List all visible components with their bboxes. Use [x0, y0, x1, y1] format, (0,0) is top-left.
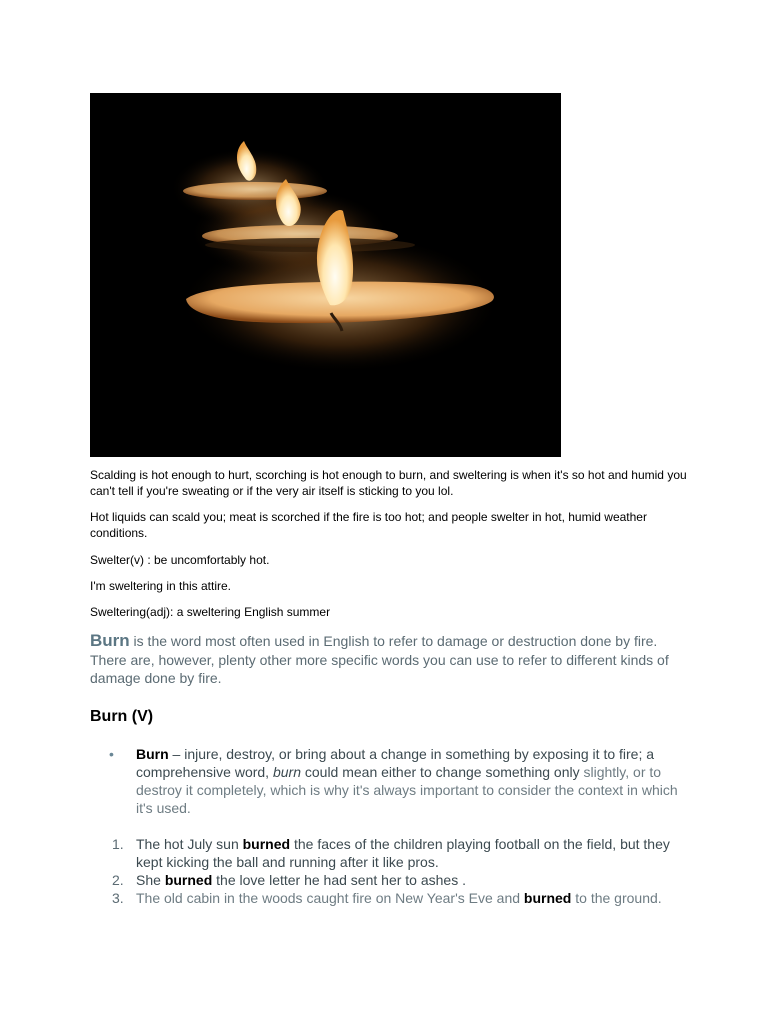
sweltering-adj-definition: Sweltering(adj): a sweltering English summer [90, 605, 331, 619]
scald-scorch-swelter-paragraph: Scalding is hot enough to hurt, scorching is hot enough to burn, and sweltering is when it's so hot and humid you can't tell if you're sweating or if the very air itself is sticking to you lol. [90, 468, 687, 498]
example-before: The hot July sun [136, 836, 243, 852]
bullet-part-3: slightly, or to destroy it completely, which is why it's always important to consider the context in which it's used. [136, 764, 678, 816]
swelter-verb-definition: Swelter(v) : be uncomfortably hot. [90, 553, 270, 567]
bullet-term: Burn [136, 746, 169, 762]
list-item [112, 835, 682, 871]
bullet-definition [109, 745, 682, 817]
example-after: the love letter he had sent her to ashes . [212, 872, 466, 888]
swelter-example: I'm sweltering in this attire. [90, 579, 232, 593]
example-bold: burned [164, 872, 213, 888]
example-before: She [136, 872, 165, 888]
bullet-text [112, 745, 682, 817]
list-item [112, 871, 682, 889]
burn-intro-paragraph [90, 632, 690, 688]
bullet-part-2: could mean either to change something only [300, 764, 584, 780]
burn-intro-text: is the word most often used in English to refer to damage or destruction done by fire. There are, however, plenty other more specific words you can use to refer to different kinds of damage done by fire. [90, 633, 669, 686]
example-after: the faces of the children playing football on the field, but they kept kicking the ball and running after it like pros. [136, 836, 670, 870]
list-item [112, 889, 682, 907]
section-heading: Burn (V) [90, 708, 154, 725]
bullet-term-italic: burn [272, 764, 301, 780]
list-number: 3. [112, 890, 124, 906]
bullet-part-1: – injure, destroy, or bring about a change in something by exposing it to fire; a comprehensive word, [136, 746, 655, 780]
example-bold: burned [523, 890, 572, 906]
examples-paragraph: Hot liquids can scald you; meat is scorched if the fire is too hot; and people swelter in hot, humid weather conditions. [90, 510, 647, 540]
candles-photo [90, 93, 561, 457]
examples-list [112, 835, 682, 907]
bullet-marker: • [109, 746, 114, 762]
list-number: 1. [112, 836, 124, 852]
example-before: The old cabin in the woods caught fire on New Year's Eve and [136, 890, 524, 906]
candles-icon [90, 93, 561, 457]
example-bold: burned [242, 836, 291, 852]
list-number: 2. [112, 872, 124, 888]
example-after: to the ground. [571, 890, 662, 906]
burn-lead-word: Burn [90, 631, 130, 650]
